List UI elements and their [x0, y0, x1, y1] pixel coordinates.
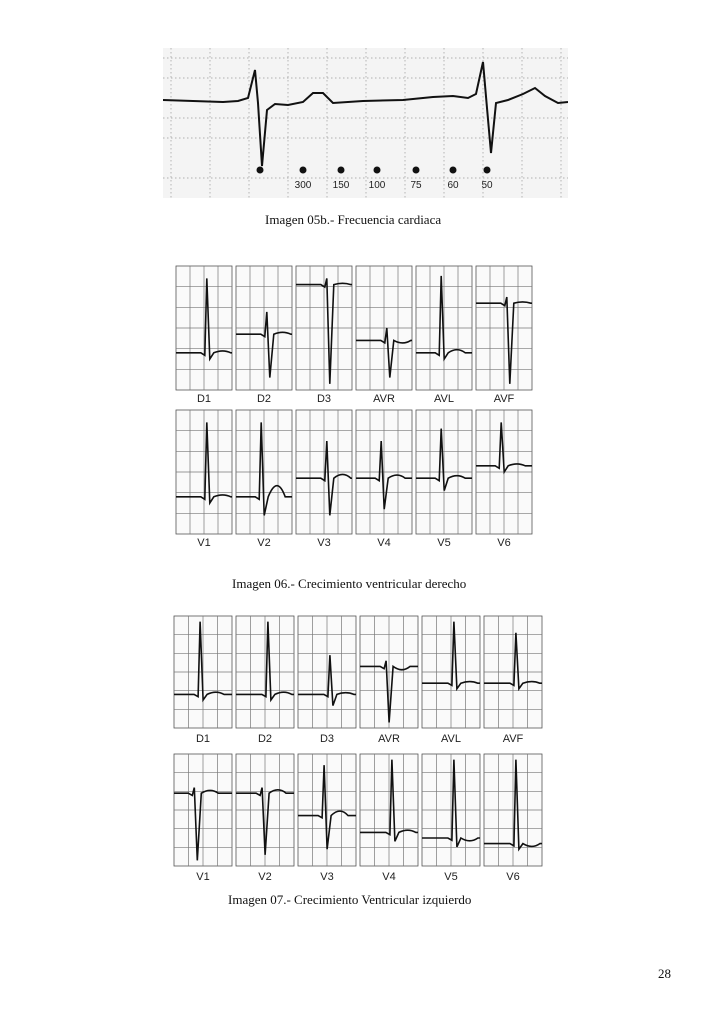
ecg-lead-panel-avr — [356, 266, 412, 405]
rate-marker-dot — [338, 167, 345, 174]
rate-marker-dot — [374, 167, 381, 174]
heart-rate-ecg-strip — [163, 48, 568, 198]
lead-label: AVL — [441, 733, 461, 745]
figure-05b-caption: Imagen 05b.- Frecuencia cardiaca — [265, 212, 442, 227]
ecg-lead-panel-v2 — [236, 410, 292, 549]
ecg-lead-panel-v6 — [484, 754, 542, 883]
lead-label: V1 — [196, 871, 210, 883]
lead-label: V4 — [377, 537, 391, 549]
rate-label: 75 — [410, 180, 422, 191]
ecg-lead-panel-v5 — [422, 754, 480, 883]
figure-07-caption: Imagen 07.- Crecimiento Ventricular izquierdo — [228, 892, 472, 907]
rate-marker-dot — [413, 167, 420, 174]
page-number: 28 — [658, 966, 671, 981]
ecg-lead-panel-v2 — [236, 754, 294, 883]
rate-marker-dot — [484, 167, 491, 174]
rate-marker-dot — [450, 167, 457, 174]
lead-label: V5 — [444, 871, 458, 883]
figure-06-caption: Imagen 06.- Crecimiento ventricular derecho — [232, 576, 467, 591]
lead-label: V4 — [382, 871, 396, 883]
ecg-12-lead-figure-06 — [172, 262, 556, 558]
ecg-12-lead-figure-07 — [170, 612, 563, 888]
ecg-lead-panel-v6 — [476, 410, 532, 549]
lead-label: AVF — [502, 733, 524, 745]
lead-label: V6 — [497, 537, 511, 549]
ecg-lead-panel-v3 — [298, 754, 356, 883]
lead-label: D2 — [257, 733, 273, 745]
ecg-lead-panel-v1 — [176, 410, 232, 549]
ecg-lead-panel-d3 — [296, 266, 352, 405]
ecg-lead-panel-d1 — [176, 266, 232, 405]
ecg-lead-panel-avf — [476, 266, 532, 405]
ecg-lead-panel-v3 — [296, 410, 352, 549]
lead-label: V2 — [257, 537, 271, 549]
lead-label: V1 — [197, 537, 211, 549]
rate-label: 100 — [368, 180, 386, 191]
ecg-lead-panel-v1 — [174, 754, 232, 883]
ecg-lead-panel-d2 — [236, 266, 292, 405]
ecg-lead-panel-v5 — [416, 410, 472, 549]
lead-label: AVF — [493, 393, 515, 405]
lead-label: V5 — [437, 537, 451, 549]
rate-label: 60 — [447, 180, 459, 191]
lead-label: AVR — [373, 393, 395, 405]
lead-label: D3 — [319, 733, 335, 745]
ecg-lead-panel-d2 — [236, 616, 294, 745]
rate-marker-dot — [300, 167, 307, 174]
ecg-lead-panel-avl — [422, 616, 480, 745]
ecg-lead-panel-avl — [416, 266, 472, 405]
ecg-lead-panel-avr — [360, 616, 418, 745]
ecg-lead-panel-v4 — [356, 410, 412, 549]
ecg-lead-panel-d1 — [174, 616, 232, 745]
lead-label: D1 — [195, 733, 211, 745]
lead-label: V3 — [317, 537, 331, 549]
lead-label: V6 — [506, 871, 520, 883]
lead-label: D1 — [196, 393, 212, 405]
lead-label: V3 — [320, 871, 334, 883]
lead-label: V2 — [258, 871, 272, 883]
ecg-lead-panel-v4 — [360, 754, 418, 883]
rate-label: 50 — [481, 180, 493, 191]
lead-label: D3 — [316, 393, 332, 405]
lead-label: D2 — [256, 393, 272, 405]
ecg-lead-panel-d3 — [298, 616, 356, 745]
rate-label: 150 — [332, 180, 350, 191]
lead-label: AVL — [434, 393, 454, 405]
lead-label: AVR — [378, 733, 400, 745]
rate-marker-dot — [257, 167, 264, 174]
rate-label: 300 — [294, 180, 312, 191]
ecg-lead-panel-avf — [484, 616, 542, 745]
